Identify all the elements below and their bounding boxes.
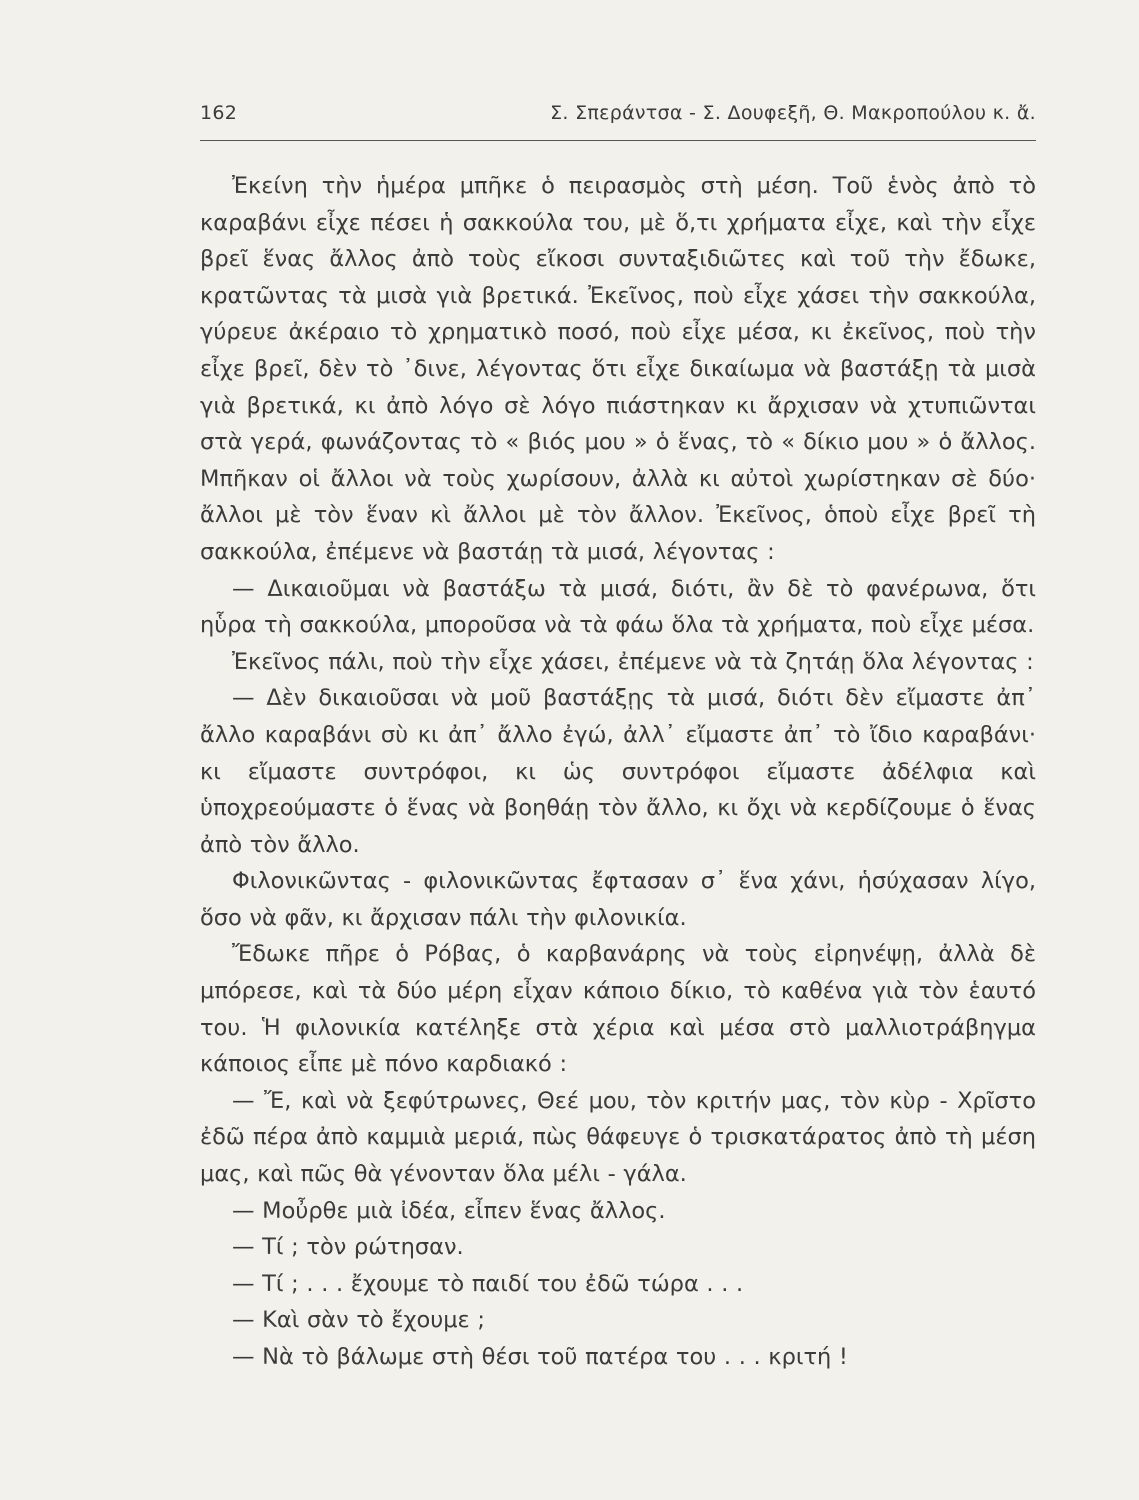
paragraph: — Δὲν δικαιοῦσαι νὰ μοῦ βαστάξῃς τὰ μισά, διότι δὲν εἴμαστε ἀπ᾽ ἄλλο καραβάνι σὺ κι ἀπ᾽ ἄλλο ἐγώ, ἀλλ᾽ εἴμαστε ἀπ᾽ τὸ ἴδιο καραβάνι· κι εἴμαστε συντρόφοι, κι ὡς συντρόφοι εἴμαστε ἀδέλφια καὶ ὑποχρεούμαστε ὁ ἕνας νὰ βοηθάῃ τὸν ἄλλο, κι ὄχι νὰ κερδίζουμε ὁ ἕνας ἀπὸ τὸν ἄλλο. xyxy=(200,685,1036,858)
page-header xyxy=(200,100,1036,128)
paragraph: — Τί ; . . . ἔχουμε τὸ παιδί του ἐδῶ τώρα . . . xyxy=(232,1270,744,1297)
paragraph: — Ἔ, καὶ νὰ ξεφύτρωνες, Θεέ μου, τὸν κριτήν μας, τὸν κὺρ - Χρῖστο ἐδῶ πέρα ἀπὸ καμμιὰ μεριά, πὼς θάφευγε ὁ τρισκατάρατος ἀπὸ τὴ μέση μας, καὶ πῶς θὰ γένονταν ὅλα μέλι - γάλα. xyxy=(200,1087,1036,1188)
running-title: Σ. Σπεράντσα - Σ. Δουφεξῆ, Θ. Μακροπούλου κ. ἄ. xyxy=(550,102,1036,124)
page-number: 162 xyxy=(200,102,238,124)
paragraph: Ἐκείνη τὴν ἡμέρα μπῆκε ὁ πειρασμὸς στὴ μέση. Τοῦ ἑνὸς ἀπὸ τὸ καραβάνι εἶχε πέσει ἡ σακκούλα του, μὲ ὅ,τι χρήματα εἶχε, καὶ τὴν εἶχε βρεῖ ἕνας ἄλλος ἀπὸ τοὺς εἴκοσι συνταξιδιῶτες καὶ τοῦ τὴν ἔδωκε, κρατῶντας τὰ μισὰ γιὰ βρετικά. Ἐκεῖνος, ποὺ εἶχε χάσει τὴν σακκούλα, γύρευε ἀκέραιο τὸ χρηματικὸ ποσό, ποὺ εἶχε μέσα, κι ἐκεῖνος, ποὺ τὴν εἶχε βρεῖ, δὲν τὸ ᾽δινε, λέγοντας ὅτι εἶχε δικαίωμα νὰ βαστάξῃ τὰ μισὰ γιὰ βρετικά, κι ἀπὸ λόγο σὲ λόγο πιάστηκαν κι ἄρχισαν νὰ χτυπιῶνται στὰ γερά, φωνάζοντας τὸ « βιός μου » ὁ ἕνας, τὸ « δίκιο μου » ὁ ἄλλος. Μπῆκαν οἱ ἄλλοι νὰ τοὺς χωρίσουν, ἀλλὰ κι αὐτοὶ χωρίστηκαν σὲ δύο· ἄλλοι μὲ τὸν ἕναν κὶ ἄλλοι μὲ τὸν ἄλλον. Ἐκεῖνος, ὁποὺ εἶχε βρεῖ τὴ σακκούλα, ἐπέμενε νὰ βαστάῃ τὰ μισά, λέγοντας : xyxy=(200,173,1036,565)
body-text xyxy=(200,168,1036,1376)
paragraph: Φιλονικῶντας - φιλονικῶντας ἔφτασαν σ᾽ ἕνα χάνι, ἡσύχασαν λίγο, ὅσο νὰ φᾶν, κι ἄρχισαν πάλι τὴν φιλονικία. xyxy=(200,868,1036,931)
paragraph: — Νὰ τὸ βάλωμε στὴ θέσι τοῦ πατέρα του . . . κριτή ! xyxy=(232,1344,848,1370)
paragraph: Ἐκεῖνος πάλι, ποὺ τὴν εἶχε χάσει, ἐπέμενε νὰ τὰ ζητάῃ ὅλα λέγοντας : xyxy=(232,648,1034,675)
paragraph: — Καὶ σὰν τὸ ἔχουμε ; xyxy=(232,1307,485,1334)
paragraph: Ἔδωκε πῆρε ὁ Ρόβας, ὁ καρβανάρης νὰ τοὺς εἰρηνέψῃ, ἀλλὰ δὲ μπόρεσε, καὶ τὰ δύο μέρη εἶχαν κάποιο δίκιο, τὸ καθένα γιὰ τὸν ἑαυτό του. Ἡ φιλονικία κατέληξε στὰ χέρια καὶ μέσα στὸ μαλλιοτράβηγμα κάποιος εἶπε μὲ πόνο καρδιακό : xyxy=(200,941,1036,1078)
paragraph: — Μοὖρθε μιὰ ἰδέα, εἶπεν ἕνας ἄλλος. xyxy=(232,1197,666,1224)
paragraph: — Τί ; τὸν ρώτησαν. xyxy=(232,1234,464,1261)
paragraph: — Δικαιοῦμαι νὰ βαστάξω τὰ μισά, διότι, ἂν δὲ τὸ φανέρωνα, ὅτι ηὗρα τὴ σακκούλα, μποροῦσα νὰ τὰ φάω ὅλα τὰ χρήματα, ποὺ εἶχε μέσα. xyxy=(200,575,1036,639)
header-rule xyxy=(200,140,1036,141)
